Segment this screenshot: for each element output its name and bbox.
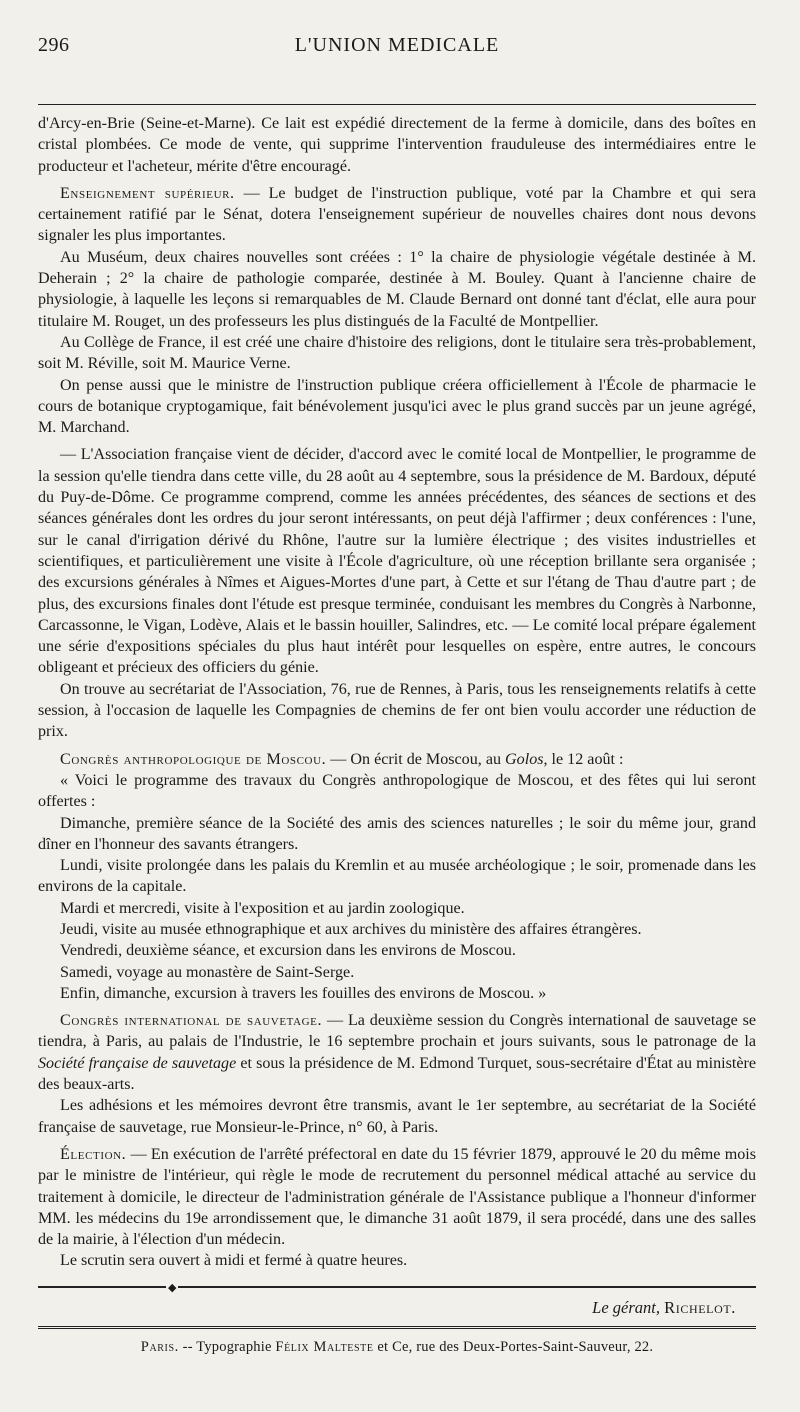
paragraph: — L'Association française vient de décider, d'accord avec le comité local de Montpellier, le programme de la session qu'elle tiendra dans cette ville, du 28 août au 4 septembre, sous la présidence de M. Bardoux, député du Puy-de-Dôme. Ce programme comprend, comme les années précédentes, des séances de sections et des séances générales dont les ordres du jour seront intéressants, on peut déjà l'affirmer ; deux conférences : l'une, sur le canal d'irrigation dérivé du Rhône, l'autre sur la lumière électrique ; des visites industrielles et scientifiques, et particulièrement une visite à l'École d'agriculture, où une réception brillante sera organisée ; des excursions générales à Nîmes et Aigues-Mortes d'une part, à Cette et sur l'étang de Thau d'autre part ; de plus, des excursions finales dont l'étude est presque terminée, conduisant les membres du Congrès à Narbonne, Carcassonne, le Vigan, Lodève, Alais et le bassin houiller, Salindres, etc. — Le comité local prépare également une série d'expositions spéciales du plus haut intérêt pour lesquelles on espère, entre autres, le concours obligeant et précieux des officiers du génie. — [38, 446, 756, 677]
program-item: Dimanche, première séance de la Société des amis des sciences naturelles ; le soir du même jour, grand dîner en l'honneur des savants étrangers. — [38, 814, 756, 853]
section-heading: Congrès anthropologique de Moscou. — [60, 750, 327, 768]
paragraph: Au Collège de France, il est créé une chaire d'histoire des religions, dont le titulaire sera très-probablement, soit M. Réville, soit M. Maurice Verne. — [38, 333, 756, 373]
page-header — [38, 34, 756, 64]
program-item: Mardi et mercredi, visite à l'exposition et au jardin zoologique. — [60, 899, 465, 917]
program-item: Samedi, voyage au monastère de Saint-Serge. — [60, 963, 355, 981]
signature-role: Le gérant, — [592, 1297, 661, 1317]
footer-text: et Ce, rue des Deux-Portes-Saint-Sauveur, 22. — [373, 1338, 654, 1355]
section-election — [38, 1144, 756, 1250]
section-heading: Congrès international de sauvetage. — [60, 1012, 323, 1030]
paragraph: Les adhésions et les mémoires devront être transmis, avant le 1er septembre, au secrétariat de la Société française de sauvetage, rue Monsieur-le-Prince, n° 60, à Paris. — [38, 1097, 756, 1136]
end-rule — [38, 1281, 756, 1294]
section-heading: Enseignement supérieur. — [60, 184, 235, 202]
printer-footer — [38, 1339, 756, 1356]
program-intro: « Voici le programme des travaux du Congrès anthropologique de Moscou, et des fêtes qui lui seront offertes : — [38, 771, 756, 811]
section-heading: Élection. — [60, 1145, 127, 1163]
paragraph: Au Muséum, deux chaires nouvelles sont créées : 1° la chaire de physiologie végétale destinée à M. Deherain ; 2° la chaire de pathologie comparée, destinée à M. Bouley. Quant à l'ancienne chaire de physiologie, à laquelle les leçons si remarquables de M. Claude Bernard ont donné tant d'éclat, elle aura pour titulaire M. Rouget, un des professeurs les plus distingués de la Faculté de Montpellier. — [38, 248, 756, 330]
paragraph-text: , le 12 août : — [543, 750, 624, 768]
paragraph-text: et sous la présidence de M. Edmond Turquet, sous-secrétaire d'État au ministère des beaux-arts. — [38, 1054, 756, 1094]
program-item: Enfin, dimanche, excursion à travers les fouilles des environs de Moscou. » — [60, 984, 547, 1002]
paragraph-text: — La deuxième session du Congrès international de sauvetage se tiendra, à Paris, au palais de l'Industrie, le 16 septembre prochain et jours suivants, sous le patronage de la — [38, 1012, 756, 1051]
paragraph-text: — En exécution de l'arrêté préfectoral en date du 15 février 1879, approuvé le 20 du même mois par le ministre de l'intérieur, qui règle le mode de recrutement du personnel médical attaché au service du traitement à domicile, le directeur de l'administration générale de l'Assistance publique a l'honneur d'informer MM. les médecins du 19e arrondissement que, le dimanche 31 août 1879, il sera procédé, dans une des salles de la mairie, à l'élection d'un médecin. — [38, 1145, 756, 1249]
section-sauvetage — [38, 1010, 756, 1095]
article-body — [38, 113, 756, 1272]
source-name: Golos — [505, 750, 544, 768]
page-number: 296 — [38, 34, 70, 56]
paragraph: On trouve au secrétariat de l'Association, 76, rue de Rennes, à Paris, tous les renseignements relatifs à cette session, à l'occasion de laquelle les Compagnies de chemins de fer ont bien voulu accorder une réduction de prix. — [38, 680, 756, 741]
paragraph-text: — On écrit de Moscou, au — [326, 750, 506, 768]
section-enseignement — [38, 183, 756, 247]
paragraph: Le scrutin sera ouvert à midi et fermé à quatre heures. — [60, 1252, 408, 1270]
program-item: Jeudi, visite au musée ethnographique et aux archives du ministère des affaires étrangères. — [60, 920, 642, 938]
header-rule — [38, 104, 756, 105]
program-item: Lundi, visite prolongée dans les palais du Kremlin et au musée archéologique ; le soir, promenade dans les environs de la capitale. — [38, 857, 756, 896]
ornament-icon: ◆ — [168, 1281, 177, 1294]
program-item: Vendredi, deuxième séance, et excursion dans les environs de Moscou. — [60, 942, 516, 960]
paragraph: d'Arcy-en-Brie (Seine-et-Marne). Ce lait est expédié directement de la ferme à domicile, dans des boîtes en cristal plombées. Ce mode de vente, qui supprime l'intervention frauduleuse des intermédiaires entre le producteur et l'acheteur, mérite d'être encouragé. — [38, 115, 756, 175]
paragraph: On pense aussi que le ministre de l'instruction publique créera officiellement à l'École de pharmacie le cours de botanique cryptogamique, fait bénévolement jusqu'ici avec le plus grand succès par un jeune agrégé, M. Marchand. — [38, 376, 756, 437]
society-name: Société française de sauvetage — [38, 1054, 237, 1072]
footer-printer: Félix Malteste — [275, 1338, 374, 1355]
footer-city: Paris. — [140, 1338, 179, 1355]
signature-name: Richelot. — [664, 1297, 736, 1317]
footer-rule — [38, 1326, 756, 1329]
running-title: L'UNION MEDICALE — [294, 34, 500, 56]
program-list — [38, 770, 756, 1004]
signature — [38, 1298, 756, 1318]
paragraph-text: — Le budget de l'instruction publique, voté par la Chambre et qui sera certainement ratifié par le Sénat, dotera l'enseignement supérieur de nouvelles chaires dont nous devons signaler les plus importantes. — [38, 184, 756, 245]
footer-text: -- Typographie — [178, 1338, 276, 1355]
section-congres-moscou — [38, 749, 756, 770]
